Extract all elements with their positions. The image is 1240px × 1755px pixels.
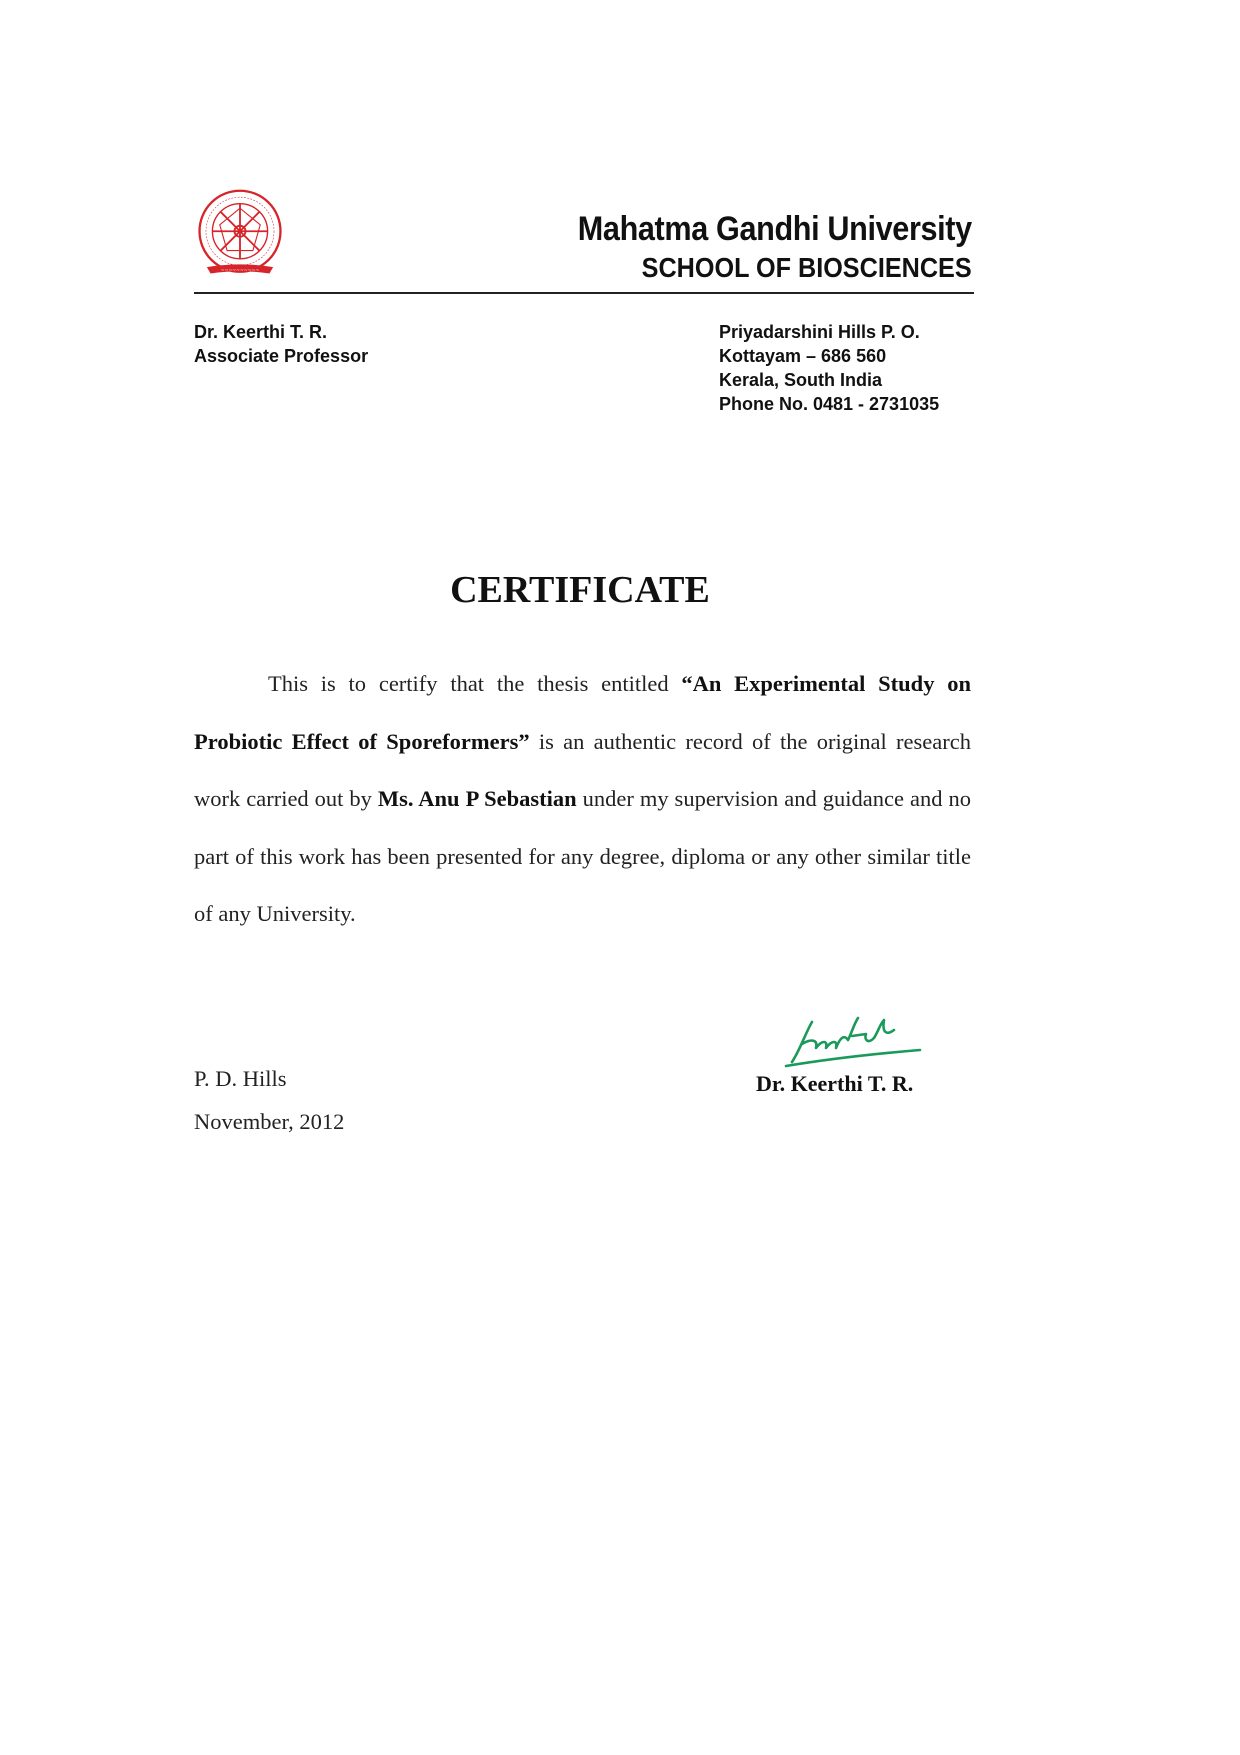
body-text-1: This is to certify that the thesis entitled xyxy=(268,671,682,696)
sender-designation: Associate Professor xyxy=(194,346,369,366)
school-name: SCHOOL OF BIOSCIENCES xyxy=(642,252,972,283)
date: November, 2012 xyxy=(194,1109,345,1134)
place: P. D. Hills xyxy=(194,1066,287,1091)
address-line-1: Priyadarshini Hills P. O. xyxy=(719,322,920,342)
sender-block xyxy=(194,320,368,368)
handwritten-signature xyxy=(782,1010,922,1068)
university-name: Mahatma Gandhi University xyxy=(577,210,972,248)
body-text-2: is an authentic record of the original research work carried out by xyxy=(194,728,971,811)
university-seal-logo xyxy=(194,188,286,280)
student-name: Ms. Anu P Sebastian xyxy=(377,786,577,811)
address-line-3: Kerala, South India xyxy=(719,370,883,390)
body-text-3: under my supervision and guidance and no part of this work has been presented for any degree, diploma or any other similar title of any University. xyxy=(194,786,971,926)
certificate-body xyxy=(194,655,971,943)
thesis-title: “An Experimental Study on Probiotic Effect of Sporeformers” xyxy=(194,671,971,754)
header-divider xyxy=(194,292,974,294)
address-phone: Phone No. 0481 - 2731035 xyxy=(719,394,940,414)
certificate-title: CERTIFICATE xyxy=(450,569,710,611)
address-line-2: Kottayam – 686 560 xyxy=(719,346,887,366)
sender-name: Dr. Keerthi T. R. xyxy=(194,322,328,342)
svg-text:~~~~~~~~~~: ~~~~~~~~~~ xyxy=(220,268,260,274)
signatory-name: Dr. Keerthi T. R. xyxy=(756,1071,914,1096)
address-block xyxy=(719,320,939,416)
